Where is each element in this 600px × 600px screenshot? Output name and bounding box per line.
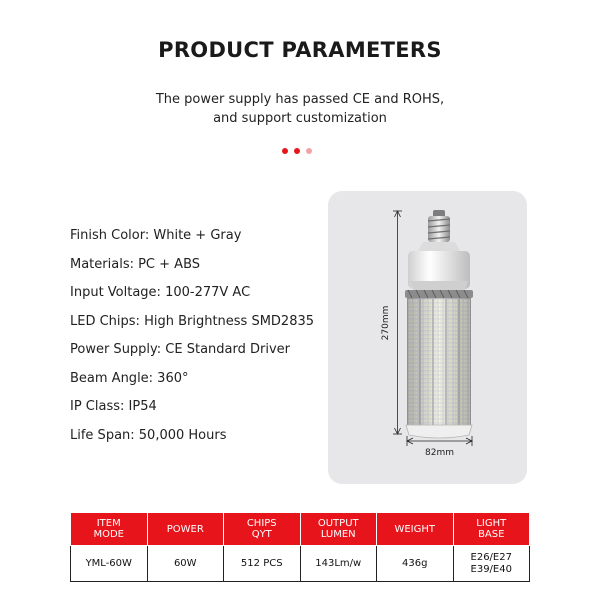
width-label: 82mm (425, 448, 454, 458)
height-dimension (393, 211, 402, 434)
bottom-cap (406, 425, 472, 438)
spec-led-chips: LED Chips: High Brightness SMD2835 (70, 313, 315, 329)
header-output-lumen: OUTPUT LUMEN (300, 513, 377, 546)
height-label: 270mm (381, 305, 391, 341)
header-item-mode: ITEM MODE (71, 513, 148, 546)
spec-input-voltage: Input Voltage: 100-277V AC (70, 285, 251, 300)
subtitle (0, 90, 600, 128)
table-row (71, 546, 530, 582)
spec-finish-color: Finish Color: White + Gray (70, 228, 242, 243)
cell-power: 60W (147, 546, 224, 582)
pager-dots (282, 148, 312, 154)
table-header-row (71, 513, 530, 546)
cell-light-base: E26/E27 E39/E40 (453, 546, 530, 582)
header-power: POWER (147, 513, 224, 546)
header-chips-qyt: CHIPS QYT (224, 513, 301, 546)
cell-weight: 436g (377, 546, 454, 582)
spec-life-span: Life Span: 50,000 Hours (70, 427, 227, 443)
spec-materials: Materials: PC + ABS (70, 256, 201, 272)
cell-item-mode: YML-60W (71, 546, 148, 582)
spec-power-supply: Power Supply: CE Standard Driver (70, 342, 291, 357)
led-chip-columns (407, 298, 471, 426)
pager-dot[interactable] (282, 148, 288, 154)
corn-bulb-illustration (328, 191, 527, 484)
screw-base (428, 210, 450, 242)
page-title: PRODUCT PARAMETERS (158, 38, 442, 62)
spec-beam-angle: Beam Angle: 360° (70, 370, 189, 386)
header-weight: WEIGHT (377, 513, 454, 546)
subtitle-line: The power supply has passed CE and ROHS, (155, 92, 445, 107)
pager-dot[interactable] (294, 148, 300, 154)
header-light-base: LIGHT BASE (453, 513, 530, 546)
parameter-table (70, 512, 530, 582)
product-image-card (328, 191, 527, 484)
cell-chips-qyt: 512 PCS (224, 546, 301, 582)
spec-ip-class: IP Class: IP54 (70, 399, 157, 414)
spec-list (70, 226, 314, 454)
pager-dot[interactable] (306, 148, 312, 154)
cell-output-lumen: 143Lm/w (300, 546, 377, 582)
subtitle-line: and support customization (213, 111, 387, 126)
bulb-neck (405, 242, 473, 298)
